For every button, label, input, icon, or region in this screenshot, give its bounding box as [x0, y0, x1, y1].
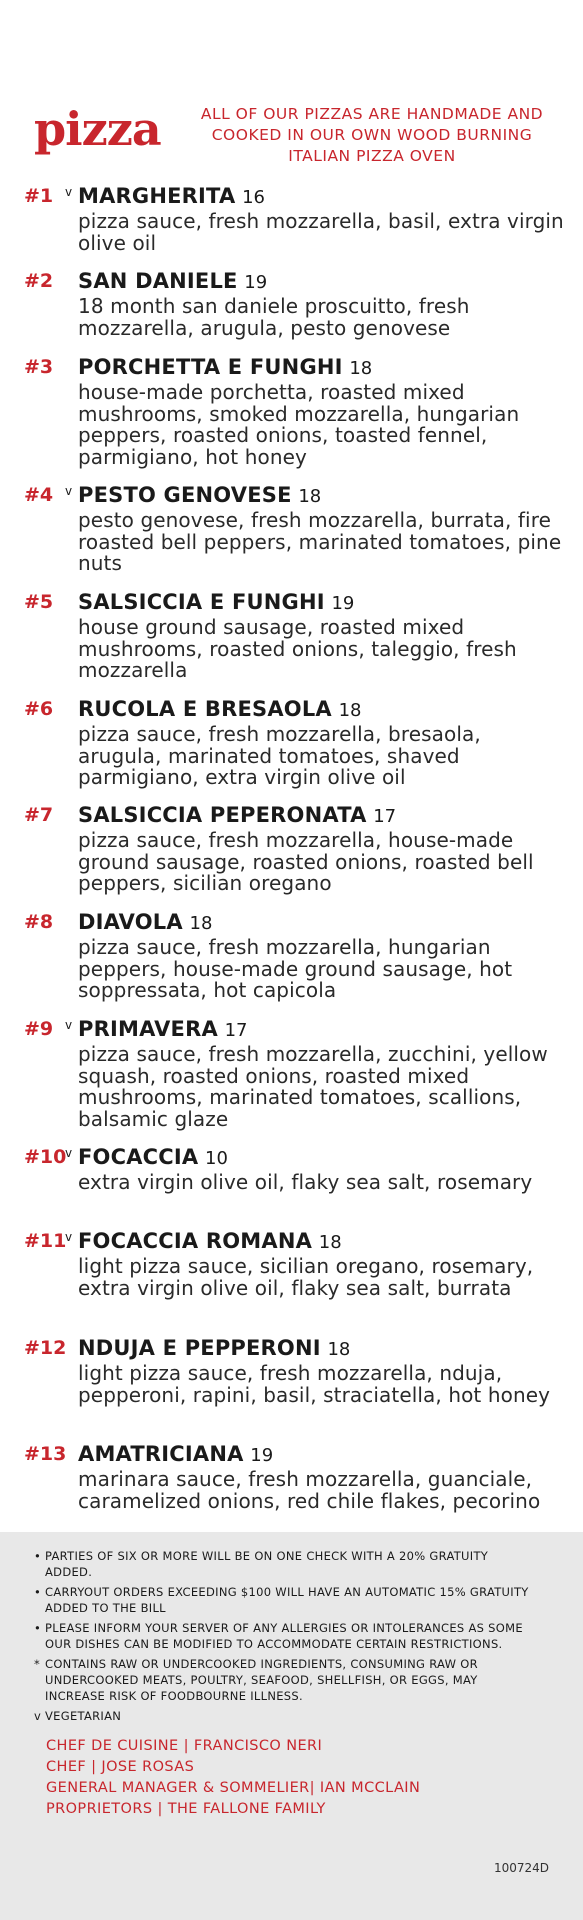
item-number: #6	[24, 698, 54, 720]
item-price: 19	[250, 1445, 274, 1466]
vegetarian-mark: v	[65, 484, 73, 498]
note-item: • CARRYOUT ORDERS EXCEEDING $100 WILL HAVE AN AUTOMATIC 15% GRATUITY ADDED TO THE BILL	[34, 1585, 529, 1615]
menu-item	[0, 1144, 583, 1228]
item-name: AMATRICIANA	[78, 1442, 244, 1466]
item-name: PESTO GENOVESE	[78, 483, 292, 507]
item-description: light pizza sauce, fresh mozzarella, nduja, pepperoni, rapini, basil, straciatella, hot honey	[78, 1361, 551, 1407]
tagline: ALL OF OUR PIZZAS ARE HANDMADE AND COOKED IN OUR OWN WOOD BURNING ITALIAN PIZZA OVEN	[200, 105, 544, 165]
item-description: 18 month san daniele proscuitto, fresh mozzarella, arugula, pesto genovese	[78, 294, 470, 340]
item-name: MARGHERITA	[78, 184, 236, 208]
item-price: 18	[327, 1339, 351, 1360]
item-name: DIAVOLA	[78, 910, 183, 934]
item-number: #12	[24, 1337, 67, 1359]
item-number: #1	[24, 185, 54, 207]
menu-item	[0, 354, 583, 482]
menu-header	[34, 100, 554, 170]
item-price: 18	[298, 486, 322, 507]
item-name: SAN DANIELE	[78, 269, 238, 293]
item-price: 19	[244, 272, 268, 293]
item-price: 10	[205, 1148, 228, 1169]
note-item: v VEGETARIAN	[34, 1709, 122, 1723]
item-name: NDUJA E PEPPERONI	[78, 1336, 321, 1360]
item-number: #13	[24, 1443, 67, 1465]
item-price: 16	[242, 187, 266, 208]
item-description: house-made porchetta, roasted mixed mushrooms, smoked mozzarella, hungarian peppers, roasted onions, toasted fennel, parmigiano, hot honey	[78, 380, 520, 469]
note-item: • PLEASE INFORM YOUR SERVER OF ANY ALLERGIES OR INTOLERANCES AS SOME OUR DISHES CAN BE MODIFIED TO ACCOMMODATE CERTAIN RESTRICTIONS.	[34, 1621, 523, 1651]
item-number: #8	[24, 911, 54, 933]
section-title: pizza	[34, 102, 161, 156]
item-price: 18	[338, 700, 362, 721]
menu-item	[0, 268, 583, 354]
item-description: pizza sauce, fresh mozzarella, hungarian peppers, house-made ground sausage, hot soppressata, hot capicola	[78, 935, 513, 1002]
note-item: • PARTIES OF SIX OR MORE WILL BE ON ONE CHECK WITH A 20% GRATUITY ADDED.	[34, 1549, 489, 1579]
item-number: #7	[24, 804, 54, 826]
vegetarian-mark: v	[65, 185, 73, 199]
item-name: FOCACCIA ROMANA	[78, 1229, 313, 1253]
menu-item	[0, 909, 583, 1016]
staff-line: PROPRIETORS | THE FALLONE FAMILY	[46, 1801, 326, 1817]
item-description: pesto genovese, fresh mozzarella, burrata, fire roasted bell peppers, marinated tomatoes, pine nuts	[78, 508, 562, 575]
item-price: 19	[331, 593, 355, 614]
item-name: PRIMAVERA	[78, 1017, 218, 1041]
note-item: * CONTAINS RAW OR UNDERCOOKED INGREDIENTS, CONSUMING RAW OR UNDERCOOKED MEATS, POULTRY, SEAFOOD, SHELLFISH, OR EGGS, MAY INCREASE RISK OF FOODBOURNE ILLNESS.	[34, 1657, 478, 1703]
item-description: marinara sauce, fresh mozzarella, guanciale, caramelized onions, red chile flakes, pecorino	[78, 1467, 541, 1513]
menu-item	[0, 1228, 583, 1335]
item-name: SALSICCIA PEPERONATA	[78, 803, 367, 827]
item-price: 18	[349, 358, 373, 379]
vegetarian-mark: v	[65, 1146, 73, 1160]
menu-item	[0, 589, 583, 696]
item-description: pizza sauce, fresh mozzarella, basil, extra virgin olive oil	[78, 209, 564, 255]
staff-line: CHEF | JOSE ROSAS	[46, 1759, 195, 1775]
menu-version-code: 100724D	[493, 1861, 549, 1875]
vegetarian-mark: v	[65, 1018, 73, 1032]
item-number: #3	[24, 356, 54, 378]
item-number: #5	[24, 591, 54, 613]
pizza-menu-list	[0, 183, 583, 1527]
item-price: 17	[373, 806, 397, 827]
item-description: house ground sausage, roasted mixed mushrooms, roasted onions, taleggio, fresh mozzarella	[78, 615, 517, 682]
item-price: 18	[189, 913, 213, 934]
menu-item	[0, 1016, 583, 1144]
vegetarian-mark: v	[65, 1230, 73, 1244]
item-description: pizza sauce, fresh mozzarella, zucchini, yellow squash, roasted onions, roasted mixed mushrooms, marinated tomatoes, scallions, balsamic glaze	[78, 1042, 548, 1131]
item-name: SALSICCIA E FUNGHI	[78, 590, 325, 614]
menu-item	[0, 1335, 583, 1441]
staff-line: GENERAL MANAGER & SOMMELIER| IAN MCCLAIN	[46, 1780, 421, 1796]
item-description: pizza sauce, fresh mozzarella, house-made ground sausage, roasted onions, roasted bell peppers, sicilian oregano	[78, 828, 534, 895]
policy-notes	[34, 1548, 534, 1728]
menu-item	[0, 696, 583, 802]
item-name: PORCHETTA E FUNGHI	[78, 355, 343, 379]
menu-item	[0, 1441, 583, 1527]
staff-credits	[46, 1736, 420, 1820]
item-number: #10	[24, 1146, 67, 1168]
item-description: light pizza sauce, sicilian oregano, rosemary, extra virgin olive oil, flaky sea salt, burrata	[78, 1254, 534, 1300]
menu-item	[0, 482, 583, 589]
item-description: extra virgin olive oil, flaky sea salt, rosemary	[78, 1170, 533, 1194]
item-number: #11	[24, 1230, 67, 1252]
item-description: pizza sauce, fresh mozzarella, bresaola, arugula, marinated tomatoes, shaved parmigiano, extra virgin olive oil	[78, 722, 481, 789]
staff-line: CHEF DE CUISINE | FRANCISCO NERI	[46, 1738, 323, 1754]
item-number: #9	[24, 1018, 54, 1040]
menu-item	[0, 802, 583, 909]
item-price: 18	[318, 1232, 342, 1253]
item-number: #2	[24, 270, 54, 292]
menu-footer	[0, 1532, 583, 1920]
item-number: #4	[24, 484, 54, 506]
item-name: RUCOLA E BRESAOLA	[78, 697, 332, 721]
menu-item	[0, 183, 583, 268]
item-name: FOCACCIA	[78, 1145, 199, 1169]
item-price: 17	[224, 1020, 248, 1041]
